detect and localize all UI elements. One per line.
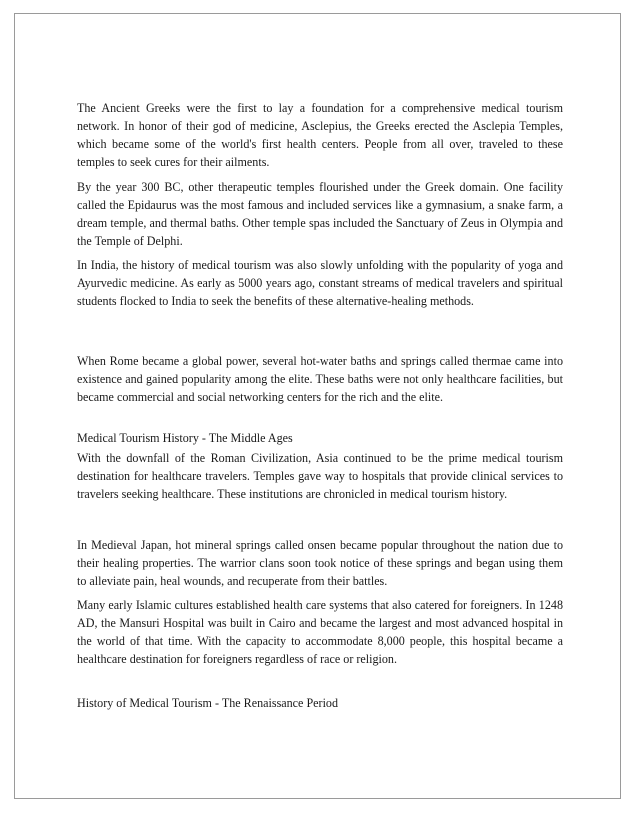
paragraph-epidaurus: By the year 300 BC, other therapeutic temples flourished under the Greek domain. One facility called the Epidaurus was the most famous and included services like a gymnasium, a snake farm, a dream temple, and thermal baths. Other temple spas included the Sanctuary of Zeus in Olympia and the Temple of Delphi. bbox=[77, 180, 563, 248]
paragraph-roman-downfall: With the downfall of the Roman Civilization, Asia continued to be the prime medical tourism destination for healthcare travelers. Temples gave way to hospitals that provide clinical services to travelers seeking healthcare. These institutions are chronicled in medical tourism history. bbox=[77, 451, 563, 501]
paragraph-ancient-greeks: The Ancient Greeks were the first to lay a foundation for a comprehensive medical tourism network. In honor of their god of medicine, Asclepius, the Greeks erected the Asclepia Temples, which became some of the world's first health centers. People from all over, traveled to these temples to seek cures for their ailments. bbox=[77, 101, 563, 169]
paragraph-islamic-cultures: Many early Islamic cultures established health care systems that also catered for foreigners. In 1248 AD, the Mansuri Hospital was built in Cairo and became the largest and most advanced hospital in the world of that time. With the capacity to accommodate 8,000 people, this hospital became a healthcare destination for foreigners regardless of race or religion. bbox=[77, 598, 563, 666]
paragraph-medieval-japan: In Medieval Japan, hot mineral springs called onsen became popular throughout the nation due to their healing properties. The warrior clans soon took notice of these springs and began using them to alleviate pain, heal wounds, and recuperate from their battles. bbox=[77, 538, 563, 588]
heading-renaissance: History of Medical Tourism - The Renaissance Period bbox=[77, 696, 339, 710]
heading-middle-ages: Medical Tourism History - The Middle Ages bbox=[77, 431, 293, 445]
paragraph-rome: When Rome became a global power, several hot-water baths and springs called thermae came into existence and gained popularity among the elite. These baths were not only healthcare facilities, but became commercial and social networking centers for the rich and the elite. bbox=[77, 354, 563, 404]
paragraph-india: In India, the history of medical tourism was also slowly unfolding with the popularity of yoga and Ayurvedic medicine. As early as 5000 years ago, constant streams of medical travelers and spiritual students flocked to India to seek the benefits of these alternative-healing methods. bbox=[77, 258, 563, 308]
